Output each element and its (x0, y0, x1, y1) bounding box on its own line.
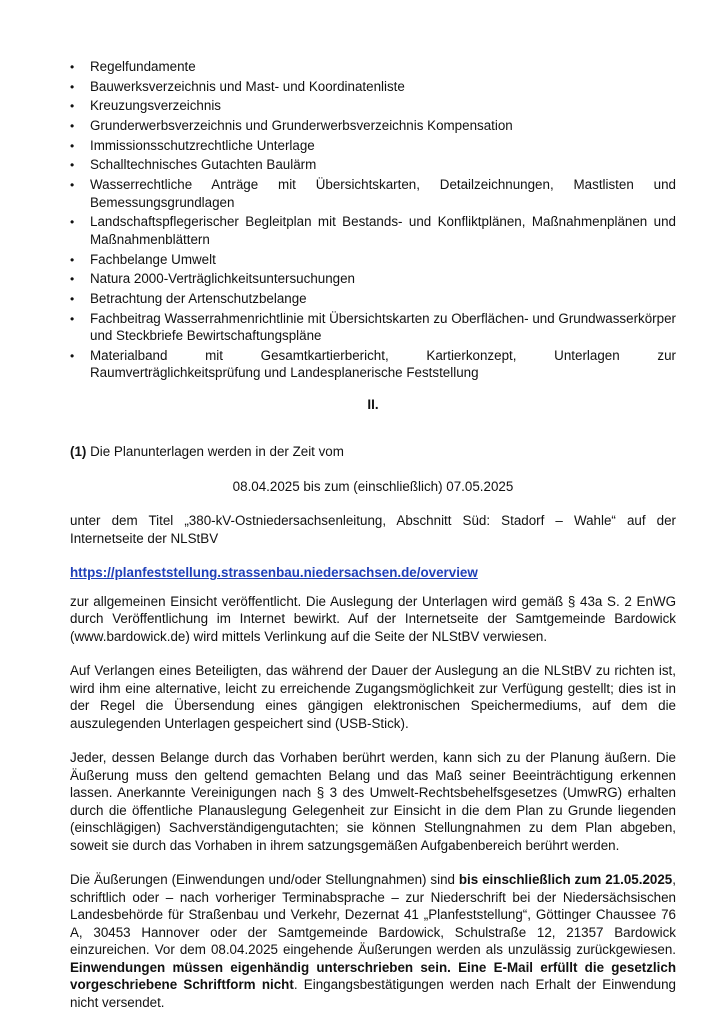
paragraph-number: (1) (70, 444, 87, 460)
bullet-icon (70, 310, 80, 329)
bullet-icon (70, 117, 80, 136)
list-item: • Wasserrechtliche Anträge mit Übersichtskarten, Detailzeichnungen, Mastlisten und Bemessungsgrundlagen (70, 176, 676, 211)
bullet-icon (70, 137, 80, 156)
list-item: • Kreuzungsverzeichnis (70, 97, 676, 115)
bullet-icon (70, 78, 80, 97)
bullet-icon (70, 347, 80, 366)
date-range: 08.04.2025 bis zum (einschließlich) 07.05.2025 (232, 478, 514, 494)
paragraph-publication: zur allgemeinen Einsicht veröffentlicht. Die Auslegung der Unterlagen wird gemäß § 43a S. 2 EnWG durch Veröffentlichung im Internet bewirkt. Auf der Internetseite der Samtgemeinde Bardowick (www.bardowick.de) wird mittels Verlinkung auf die Seite der NLStBV verwiesen. (70, 593, 676, 644)
list-item: • Betrachtung der Artenschutzbelange (70, 290, 676, 308)
paragraph-everyone: Jeder, dessen Belange durch das Vorhaben berührt werden, kann sich zu der Planung äußern. Die Äußerung muss den geltend gemachten Belang und das Maß seiner Beeinträchtigung erkennen lassen. Anerkannte Vereinigungen nach § 3 des Umwelt-Rechtsbehelfsgesetzes (UmwRG) erhalten durch die öffentliche Planauslegung Gelegenheit zur Einsicht in die dem Plan zu Grunde liegenden (einschlägigen) Sachverständigengutachten; sie können Stellungnahmen zu dem Plan abgeben, soweit sie durch das Vorhaben in ihrem satzungsgemäßen Aufgabenbereich berührt werden. (70, 750, 676, 853)
bullet-icon (70, 251, 80, 270)
list-item: • Bauwerksverzeichnis und Mast- und Koordinatenliste (70, 78, 676, 96)
list-item: • Immissionsschutzrechtliche Unterlage (70, 137, 676, 155)
overview-link[interactable]: https://planfeststellung.strassenbau.niedersachsen.de/overview (70, 565, 478, 581)
bullet-icon (70, 156, 80, 175)
document-page (70, 58, 676, 1011)
list-item: • Regelfundamente (70, 58, 676, 76)
list-item: • Landschaftspflegerischer Begleitplan mit Bestands- und Konfliktplänen, Maßnahmenplänen und Maßnahmenblättern (70, 213, 676, 248)
bullet-icon (70, 270, 80, 289)
document-list (70, 58, 676, 382)
list-item: • Fachbeitrag Wasserrahmenrichtlinie mit Übersichtskarten zu Oberflächen- und Grundwasserkörper und Steckbriefe Bewirtschaftungspläne (70, 310, 676, 345)
paragraph-request: Auf Verlangen eines Beteiligten, das während der Dauer der Auslegung an die NLStBV zu richten ist, wird ihm eine alternative, leicht zu erreichende Zugangsmöglichkeit zur Verfügung gestellt; dies ist in der Regel die Übersendung eines gängigen elektronischen Speichermediums, auf dem die auszulegenden Unterlagen gespeichert sind (USB-Stick). (70, 663, 676, 731)
bullet-icon (70, 97, 80, 116)
bullet-icon (70, 176, 80, 195)
section-heading: II. (367, 396, 379, 412)
deadline-text: bis einschließlich zum 21.05.2025 (458, 872, 673, 888)
list-item: • Grunderwerbsverzeichnis und Grunderwerbsverzeichnis Kompensation (70, 117, 676, 135)
bullet-icon (70, 290, 80, 309)
title-line: unter dem Titel „380-kV-Ostniedersachsenleitung, Abschnitt Süd: Stadorf – Wahle“ auf der Internetseite der NLStBV (70, 513, 676, 546)
bullet-icon (70, 58, 80, 77)
list-item: • Fachbelange Umwelt (70, 251, 676, 269)
paragraph-objections: Die Äußerungen (Einwendungen und/oder Stellungnahmen) sind bis einschließlich zum 21.05.2025, schriftlich oder – nach vorheriger Terminabsprache – zur Niederschrift bei der Niedersächsischen Landesbehörde für Straßenbau und Verkehr, Dezernat 41 „Planfeststellung“, Göttinger Chaussee 76 A, 30453 Hannover oder der Samtgemeinde Bardowick, Schulstraße 12, 21357 Bardowick einzureichen. Vor dem 08.04.2025 eingehende Äußerungen werden als unzulässig zurückgewiesen. Einwendungen müssen eigenhändig unterschrieben sein. Eine E-Mail erfüllt die gesetzlich vorgeschriebene Schriftform nicht. Eingangsbestätigungen werden nach Erhalt der Einwendung nicht versendet. (70, 872, 677, 1010)
signature-requirement: Einwendungen müssen eigenhändig unterschrieben sein. Eine E-Mail erfüllt die gesetzlich vorgeschriebene Schriftform nicht (70, 959, 676, 993)
list-item: • Natura 2000-Verträglichkeitsuntersuchungen (70, 270, 676, 288)
list-item: • Materialband mit Gesamtkartierbericht, Kartierkonzept, Unterlagen zur Raumverträglichkeitsprüfung und Landesplanerische Feststellung (70, 347, 676, 382)
bullet-icon (70, 213, 80, 232)
list-item: • Schalltechnisches Gutachten Baulärm (70, 156, 676, 174)
paragraph-intro: (1) Die Planunterlagen werden in der Zeit vom (70, 444, 344, 460)
